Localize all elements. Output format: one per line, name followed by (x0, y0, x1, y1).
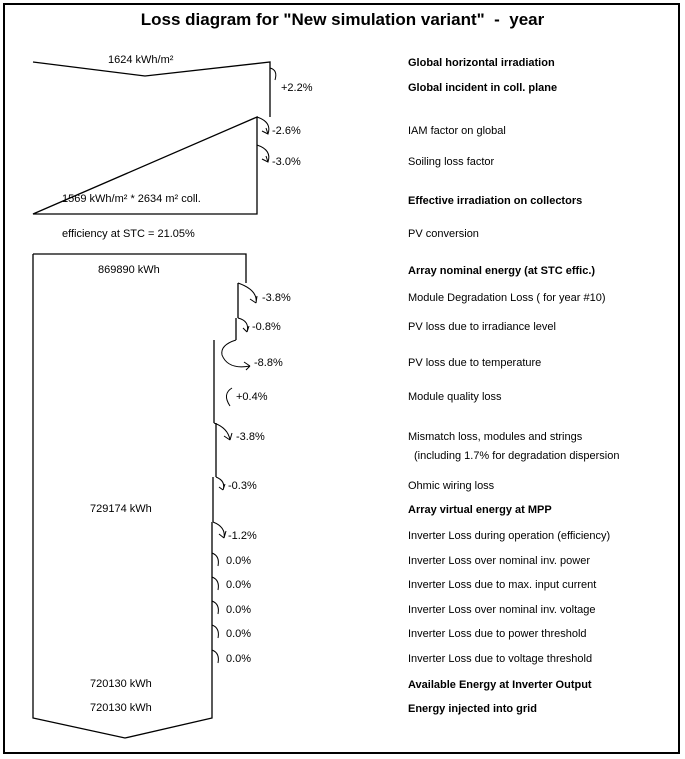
change-degradation: -3.8% (262, 292, 291, 304)
irradiance-loss-arrow (238, 318, 249, 332)
label-effective: Effective irradiation on collectors (408, 195, 583, 207)
array-nominal-value: 869890 kWh (98, 264, 160, 276)
change-inverter-current: 0.0% (226, 579, 252, 591)
inverter-power-loss-arrow (212, 553, 218, 566)
change-ohmic: -0.3% (228, 480, 257, 492)
change-temperature: -8.8% (254, 357, 283, 369)
change-inverter-efficiency: -1.2% (228, 530, 257, 542)
temperature-loss-arrow (222, 340, 250, 370)
label-quality: Module quality loss (408, 391, 502, 403)
inverter-output-value: 720130 kWh (90, 678, 152, 690)
label-grid: Energy injected into grid (408, 703, 537, 715)
change-inverter-voltage: 0.0% (226, 604, 252, 616)
label-inverter-threshold: Inverter Loss due to power threshold (408, 628, 587, 640)
inverter-efficiency-loss-arrow (213, 522, 226, 538)
irradiation-block-outline (33, 62, 270, 214)
change-irradiance: -0.8% (252, 321, 281, 333)
change-inverter-power: 0.0% (226, 555, 252, 567)
label-iam: IAM factor on global (408, 125, 506, 137)
change-iam: -2.6% (272, 125, 301, 137)
label-degradation: Module Degradation Loss ( for year #10) (408, 292, 606, 304)
efficiency-value: efficiency at STC = 21.05% (62, 228, 195, 240)
inverter-vthreshold-loss-arrow (212, 650, 218, 663)
diagram-title: Loss diagram for "New simulation variant" - year (140, 10, 545, 29)
change-inverter-threshold: 0.0% (226, 628, 252, 640)
soiling-loss-arrow (257, 145, 269, 162)
quality-gain-marker (226, 388, 232, 406)
inverter-current-loss-arrow (212, 577, 218, 590)
label-inverter-vthreshold: Inverter Loss due to voltage threshold (408, 653, 593, 665)
mismatch-loss-arrow (214, 423, 232, 440)
label-soiling: Soiling loss factor (408, 156, 495, 168)
gain-marker (270, 68, 276, 80)
label-conversion: PV conversion (408, 228, 479, 240)
label-irradiance: PV loss due to irradiance level (408, 321, 556, 333)
degradation-loss-arrow (238, 283, 257, 303)
change-quality: +0.4% (236, 391, 268, 403)
label-array-nominal: Array nominal energy (at STC effic.) (408, 265, 596, 277)
label-inverter-current: Inverter Loss due to max. input current (408, 579, 597, 591)
label-mismatch: Mismatch loss, modules and strings (408, 431, 583, 443)
label-temperature: PV loss due to temperature (408, 357, 542, 369)
grid-value: 720130 kWh (90, 702, 152, 714)
effective-irradiation-value: 1569 kWh/m² * 2634 m² coll. (62, 193, 201, 205)
change-inverter-vthreshold: 0.0% (226, 653, 252, 665)
iam-loss-arrow (257, 117, 269, 134)
label-inverter-efficiency: Inverter Loss during operation (efficiency) (408, 530, 611, 542)
label-ohmic: Ohmic wiring loss (408, 480, 495, 492)
virtual-mpp-value: 729174 kWh (90, 503, 152, 515)
change-soiling: -3.0% (272, 156, 301, 168)
ohmic-loss-arrow (216, 477, 225, 490)
label-mismatch-detail: (including 1.7% for degradation dispersion (414, 450, 620, 462)
ghi-value: 1624 kWh/m² (108, 54, 174, 66)
label-inverter-voltage: Inverter Loss over nominal inv. voltage (408, 604, 596, 616)
change-incident: +2.2% (281, 82, 313, 94)
inverter-threshold-loss-arrow (212, 625, 218, 638)
energy-block-outline (33, 254, 246, 738)
label-inverter-power: Inverter Loss over nominal inv. power (408, 555, 590, 567)
label-inverter-output: Available Energy at Inverter Output (408, 679, 592, 691)
inverter-voltage-loss-arrow (212, 601, 218, 614)
label-incident: Global incident in coll. plane (408, 82, 558, 94)
label-virtual-mpp: Array virtual energy at MPP (408, 504, 552, 516)
label-ghi: Global horizontal irradiation (408, 57, 555, 69)
change-mismatch: -3.8% (236, 431, 265, 443)
